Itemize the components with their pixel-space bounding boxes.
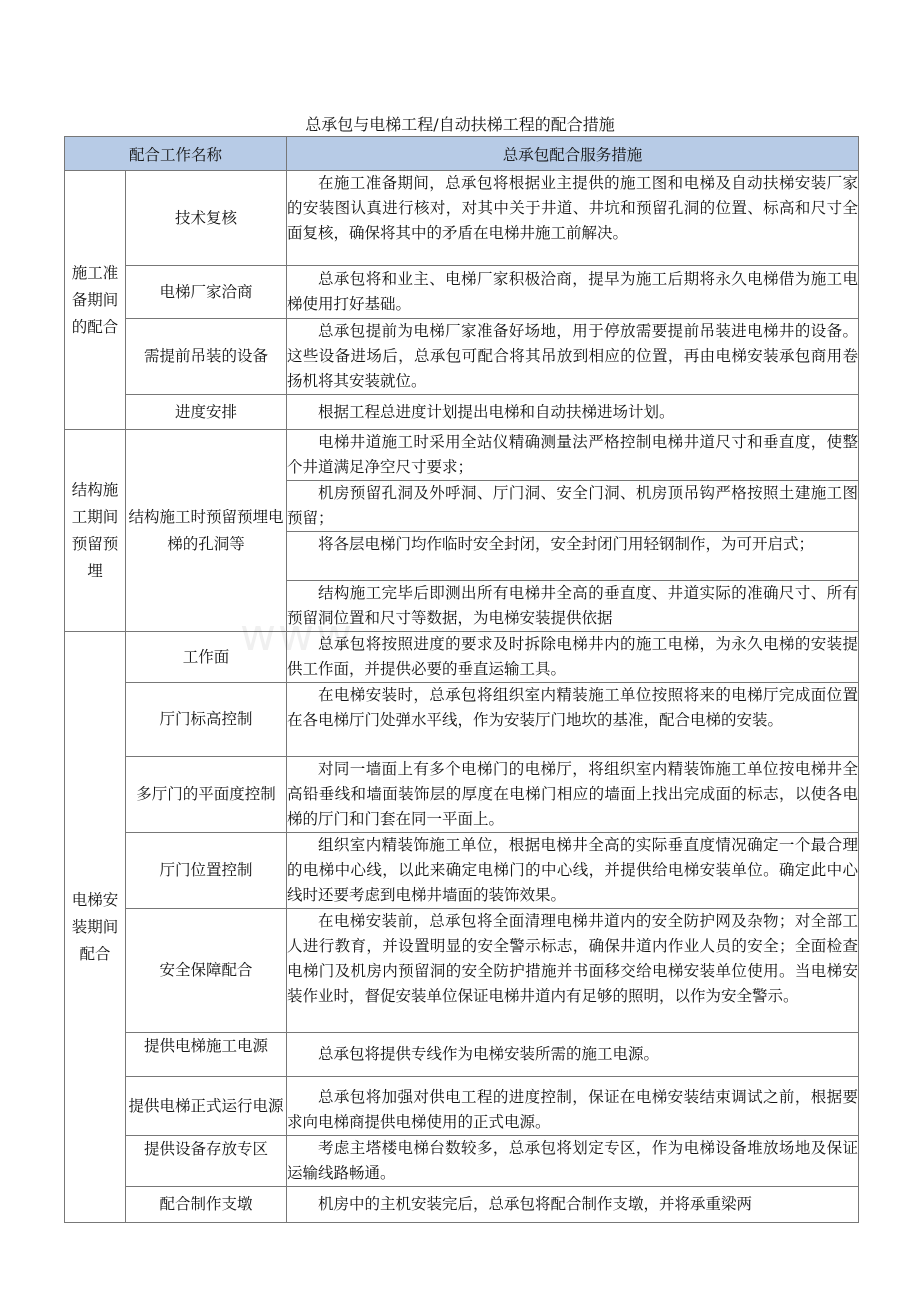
measure-cell: 电梯井道施工时采用全站仪精确测量法严格控制电梯井道尺寸和垂直度，使整个井道满足净空尺寸要求； — [287, 430, 859, 481]
work-name-cell: 提供设备存放专区 — [126, 1136, 287, 1187]
header-work-name: 配合工作名称 — [65, 137, 287, 171]
table-row — [65, 319, 859, 395]
table-row — [65, 909, 859, 1033]
measure-cell: 在电梯安装时，总承包将组织室内精装施工单位按照将来的电梯厅完成面位置在各电梯厅门处弹水平线，作为安装厅门地坎的基准，配合电梯的安装。 — [287, 683, 859, 757]
measure-cell: 机房中的主机安装完后，总承包将配合制作支墩，并将承重梁两 — [287, 1187, 859, 1223]
table-row — [65, 1077, 859, 1136]
measure-cell: 在施工准备期间，总承包将根据业主提供的施工图和电梯及自动扶梯安装厂家的安装图认真进行核对，对其中关于井道、井坑和预留孔洞的位置、标高和尺寸全面复核，确保将其中的矛盾在电梯井施工前解决。 — [287, 171, 859, 266]
work-name-cell: 提供电梯正式运行电源 — [126, 1077, 287, 1136]
work-name-cell: 多厅门的平面度控制 — [126, 757, 287, 833]
table-row — [65, 1187, 859, 1223]
measure-cell: 总承包将按照进度的要求及时拆除电梯井内的施工电梯，为永久电梯的安装提供工作面，并提供必要的垂直运输工具。 — [287, 632, 859, 683]
measure-cell: 将各层电梯门均作临时安全封闭，安全封闭门用轻钢制作，为可开启式； — [287, 532, 859, 581]
table-header-row — [65, 137, 859, 171]
work-name-cell: 提供电梯施工电源 — [126, 1033, 287, 1077]
table-row — [65, 430, 859, 481]
measure-cell: 总承包将和业主、电梯厂家积极洽商，提早为施工后期将永久电梯借为施工电梯使用打好基础。 — [287, 266, 859, 319]
measure-cell: 总承包将加强对供电工程的进度控制，保证在电梯安装结束调试之前，根据要求向电梯商提供电梯使用的正式电源。 — [287, 1077, 859, 1136]
table-row — [65, 757, 859, 833]
work-name-cell: 工作面 — [126, 632, 287, 683]
measure-cell: 机房预留孔洞及外呼洞、厅门洞、安全门洞、机房顶吊钩严格按照土建施工图预留； — [287, 481, 859, 532]
work-name-cell: 进度安排 — [126, 395, 287, 430]
header-service-measures: 总承包配合服务措施 — [287, 137, 859, 171]
measure-cell: 对同一墙面上有多个电梯门的电梯厅，将组织室内精装饰施工单位按电梯井全高铅垂线和墙面装饰层的厚度在电梯门相应的墙面上找出完成面的标志，以使各电梯的厅门和门套在同一平面上。 — [287, 757, 859, 833]
watermark: www. — [240, 610, 366, 661]
measure-cell: 考虑主塔楼电梯台数较多，总承包将划定专区，作为电梯设备堆放场地及保证运输线路畅通。 — [287, 1136, 859, 1187]
measure-cell: 在电梯安装前，总承包将全面清理电梯井道内的安全防护网及杂物；对全部工人进行教育，并设置明显的安全警示标志，确保井道内作业人员的安全；全面检查电梯门及机房内预留洞的安全防护措施并书面移交给电梯安装单位使用。当电梯安装作业时，督促安装单位保证电梯井道内有足够的照明，以作为安全警示。 — [287, 909, 859, 1033]
work-name-cell: 厅门位置控制 — [126, 833, 287, 909]
work-name-cell: 配合制作支墩 — [126, 1187, 287, 1223]
work-name-cell: 厅门标高控制 — [126, 683, 287, 757]
table-row — [65, 266, 859, 319]
work-name-cell: 电梯厂家洽商 — [126, 266, 287, 319]
document-title: 总承包与电梯工程/自动扶梯工程的配合措施 — [305, 115, 615, 134]
coordination-table — [64, 136, 859, 1223]
measure-cell: 总承包将提供专线作为电梯安装所需的施工电源。 — [287, 1033, 859, 1077]
table-row — [65, 1033, 859, 1077]
measure-cell: 根据工程总进度计划提出电梯和自动扶梯进场计划。 — [287, 395, 859, 430]
measure-cell: 结构施工完毕后即测出所有电梯井全高的垂直度、井道实际的准确尺寸、所有预留洞位置和尺寸等数据，为电梯安装提供依据 — [287, 581, 859, 632]
work-name-cell: 结构施工时预留预埋电梯的孔洞等 — [126, 430, 287, 632]
table-row — [65, 833, 859, 909]
table-row — [65, 683, 859, 757]
category-cell: 电梯安装期间配合 — [65, 632, 126, 1223]
category-cell: 施工准备期间的配合 — [65, 171, 126, 430]
work-name-cell: 需提前吊装的设备 — [126, 319, 287, 395]
table-row — [65, 632, 859, 683]
measure-cell: 组织室内精装饰施工单位，根据电梯井全高的实际垂直度情况确定一个最合理的电梯中心线，以此来确定电梯门的中心线，并提供给电梯安装单位。确定此中心线时还要考虑到电梯井墙面的装饰效果。 — [287, 833, 859, 909]
table-row — [65, 1136, 859, 1187]
table-row — [65, 171, 859, 266]
work-name-cell: 技术复核 — [126, 171, 287, 266]
category-cell: 结构施工期间预留预埋 — [65, 430, 126, 632]
measure-cell: 总承包提前为电梯厂家准备好场地，用于停放需要提前吊装进电梯井的设备。这些设备进场后，总承包可配合将其吊放到相应的位置，再由电梯安装承包商用卷扬机将其安装就位。 — [287, 319, 859, 395]
work-name-cell: 安全保障配合 — [126, 909, 287, 1033]
table-row — [65, 395, 859, 430]
